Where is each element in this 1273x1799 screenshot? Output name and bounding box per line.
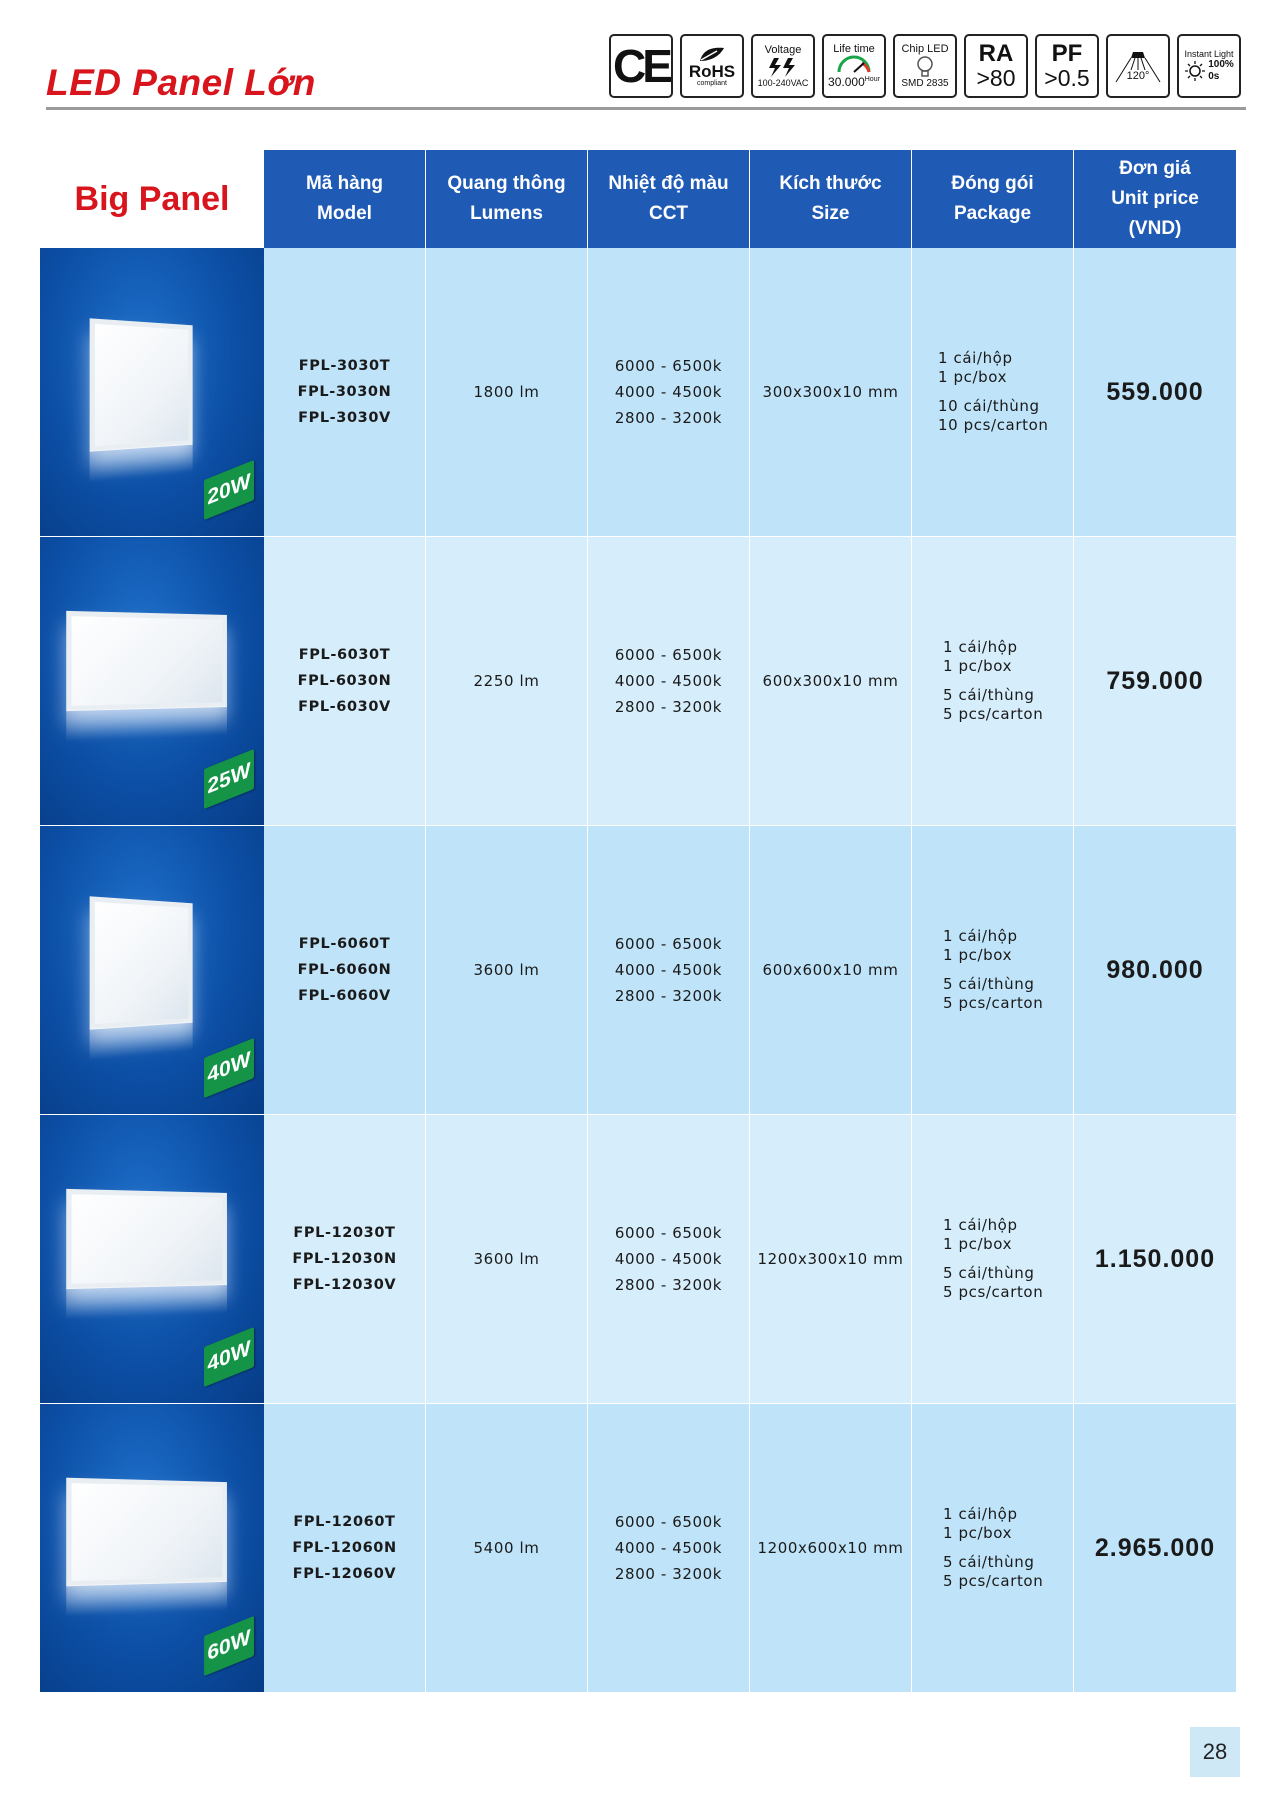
chip-led-badge — [893, 34, 957, 98]
model-code: FPL-3030V — [298, 410, 391, 426]
size-cell — [750, 1115, 912, 1403]
lumens-value: 5400 lm — [473, 1539, 540, 1557]
rohs-badge — [680, 34, 744, 98]
size-cell — [750, 248, 912, 536]
wattage-badge: 25W — [204, 749, 254, 809]
ce-mark: CE — [613, 40, 669, 92]
model-cell — [264, 537, 426, 825]
header-lumens-en: Lumens — [470, 203, 543, 224]
header-size — [750, 150, 912, 248]
led-panel-image — [66, 1189, 227, 1289]
model-code: FPL-6030V — [298, 699, 391, 715]
package-cell — [912, 537, 1074, 825]
package-line: 1 cái/hộp — [943, 927, 1018, 945]
price-cell — [1074, 826, 1236, 1114]
wattage-badge: 60W — [204, 1616, 254, 1676]
header-size-vi: Kích thước — [779, 173, 882, 194]
package-line: 1 cái/hộp — [943, 1505, 1018, 1523]
beam-angle-badge — [1106, 34, 1170, 98]
cct-cell — [588, 537, 750, 825]
cct-value: 4000 - 4500k — [614, 672, 723, 690]
price-value: 980.000 — [1106, 956, 1204, 984]
header-price-en: Unit price — [1111, 188, 1199, 209]
model-code: FPL-6060V — [298, 988, 391, 1004]
header-size-en: Size — [811, 203, 850, 224]
model-cell — [264, 1404, 426, 1692]
bulb-icon — [915, 55, 935, 79]
price-value: 1.150.000 — [1094, 1245, 1216, 1273]
package-cell — [912, 1404, 1074, 1692]
package-line: 1 cái/hộp — [943, 638, 1018, 656]
cct-value: 6000 - 6500k — [614, 646, 723, 664]
model-code: FPL-12030V — [292, 1277, 397, 1293]
cct-value: 2800 - 3200k — [614, 1276, 723, 1294]
size-value: 600x600x10 mm — [762, 961, 899, 979]
led-panel-image — [66, 1478, 227, 1587]
model-cell — [264, 1115, 426, 1403]
header-cct-en: CCT — [648, 203, 689, 224]
product-image — [40, 1115, 264, 1403]
package-line: 1 cái/hộp — [938, 349, 1013, 367]
size-value: 1200x300x10 mm — [757, 1250, 904, 1268]
lifetime-label: Life time — [833, 43, 875, 55]
header-lumens-vi: Quang thông — [447, 173, 566, 194]
beam-angle-value: 120° — [1126, 70, 1150, 82]
size-value: 600x300x10 mm — [762, 672, 899, 690]
wattage-badge: 40W — [204, 1327, 254, 1387]
model-code: FPL-12060N — [292, 1540, 397, 1556]
model-code: FPL-3030T — [298, 358, 391, 374]
package-line: 1 pc/box — [943, 1235, 1013, 1253]
header-lumens — [426, 150, 588, 248]
size-cell — [750, 1404, 912, 1692]
lightning-icon — [766, 56, 800, 78]
lumens-value: 1800 lm — [473, 383, 540, 401]
led-panel-image — [90, 318, 193, 451]
package-cell — [912, 1115, 1074, 1403]
header-package — [912, 150, 1074, 248]
lifetime-unit: Hour — [864, 76, 880, 83]
voltage-badge — [751, 34, 815, 98]
section-title: Big Panel — [74, 179, 230, 218]
price-cell — [1074, 1115, 1236, 1403]
header-package-en: Package — [953, 203, 1032, 224]
page-title: LED Panel Lớn — [46, 62, 316, 103]
lumens-cell — [426, 1115, 588, 1403]
lumens-cell — [426, 248, 588, 536]
ce-badge — [609, 34, 673, 98]
cct-value: 4000 - 4500k — [614, 961, 723, 979]
cct-value: 4000 - 4500k — [614, 383, 723, 401]
cct-value: 2800 - 3200k — [614, 409, 723, 427]
title-divider — [46, 107, 1246, 110]
cct-value: 6000 - 6500k — [614, 1513, 723, 1531]
model-code: FPL-6060N — [297, 962, 392, 978]
price-cell — [1074, 1404, 1236, 1692]
price-value: 759.000 — [1106, 667, 1204, 695]
lumens-value: 2250 lm — [473, 672, 540, 690]
table-header — [264, 150, 1236, 248]
cct-value: 6000 - 6500k — [614, 357, 723, 375]
package-cell — [912, 248, 1074, 536]
header-price — [1074, 150, 1236, 248]
rohs-sub: compliant — [697, 79, 727, 87]
header-price-vi: Đơn giá — [1119, 158, 1191, 179]
led-panel-image — [90, 896, 193, 1029]
table-row — [40, 1115, 1237, 1403]
lifetime-value: 30.000 — [828, 75, 865, 89]
wattage-badge: 40W — [204, 1038, 254, 1098]
page-number: 28 — [1190, 1727, 1240, 1777]
ra-badge — [964, 34, 1028, 98]
instant-label: Instant Light — [1184, 49, 1234, 59]
package-line: 5 cái/thùng — [943, 975, 1035, 993]
price-cell — [1074, 248, 1236, 536]
led-panel-image — [66, 611, 227, 711]
product-image — [40, 248, 264, 536]
price-cell — [1074, 537, 1236, 825]
cct-cell — [588, 248, 750, 536]
cct-value: 2800 - 3200k — [614, 698, 723, 716]
package-line: 5 cái/thùng — [943, 686, 1035, 704]
package-line: 1 pc/box — [943, 946, 1013, 964]
pf-label: PF — [1051, 40, 1083, 67]
lifetime-badge — [822, 34, 886, 98]
cct-value: 4000 - 4500k — [614, 1250, 723, 1268]
light-burst-icon — [1184, 60, 1206, 82]
ra-value: >80 — [976, 65, 1016, 91]
model-code: FPL-6060T — [298, 936, 391, 952]
size-cell — [750, 826, 912, 1114]
header-cct — [588, 150, 750, 248]
package-line: 1 pc/box — [943, 1524, 1013, 1542]
pf-badge — [1035, 34, 1099, 98]
model-code: FPL-6030N — [297, 673, 392, 689]
voltage-label: Voltage — [764, 44, 802, 56]
table-row — [40, 248, 1237, 536]
lumens-cell — [426, 1404, 588, 1692]
product-image — [40, 537, 264, 825]
package-line: 10 pcs/carton — [938, 416, 1049, 434]
cct-value: 2800 - 3200k — [614, 1565, 723, 1583]
package-line: 5 pcs/carton — [943, 705, 1044, 723]
chip-label: Chip LED — [901, 43, 949, 55]
cct-value: 6000 - 6500k — [614, 1224, 723, 1242]
header-cct-vi: Nhiệt độ màu — [608, 173, 729, 194]
lumens-value: 3600 lm — [473, 961, 540, 979]
price-value: 2.965.000 — [1094, 1534, 1216, 1562]
package-line: 5 pcs/carton — [943, 994, 1044, 1012]
model-code: FPL-3030N — [297, 384, 392, 400]
table-row — [40, 826, 1237, 1114]
header-package-vi: Đóng gói — [951, 173, 1034, 194]
model-code: FPL-6030T — [298, 647, 391, 663]
model-cell — [264, 826, 426, 1114]
header-model-vi: Mã hàng — [305, 173, 384, 194]
size-cell — [750, 537, 912, 825]
header-price-unit: (VND) — [1128, 218, 1182, 239]
table-row — [40, 1404, 1237, 1692]
package-line: 1 pc/box — [943, 657, 1013, 675]
product-image — [40, 826, 264, 1114]
rohs-label: RoHS — [688, 61, 736, 81]
product-image — [40, 1404, 264, 1692]
cct-cell — [588, 826, 750, 1114]
pf-value: >0.5 — [1044, 65, 1090, 91]
package-line: 5 cái/thùng — [943, 1553, 1035, 1571]
gauge-icon — [834, 55, 874, 73]
model-code: FPL-12060T — [293, 1514, 396, 1530]
package-line: 5 pcs/carton — [943, 1572, 1044, 1590]
wattage-badge: 20W — [204, 460, 254, 520]
package-cell — [912, 826, 1074, 1114]
certification-badges — [609, 34, 1241, 98]
size-value: 1200x600x10 mm — [757, 1539, 904, 1557]
cct-cell — [588, 1404, 750, 1692]
model-code: FPL-12030N — [292, 1251, 397, 1267]
price-value: 559.000 — [1106, 378, 1204, 406]
ra-label: RA — [978, 40, 1014, 67]
model-cell — [264, 248, 426, 536]
lumens-cell — [426, 826, 588, 1114]
model-code: FPL-12060V — [292, 1566, 397, 1582]
chip-value: SMD 2835 — [901, 78, 949, 89]
model-code: FPL-12030T — [293, 1225, 396, 1241]
voltage-value: 100-240VAC — [757, 78, 809, 88]
cct-value: 2800 - 3200k — [614, 987, 723, 1005]
cct-value: 4000 - 4500k — [614, 1539, 723, 1557]
cct-cell — [588, 1115, 750, 1403]
package-line: 1 cái/hộp — [943, 1216, 1018, 1234]
instant-time: 0s — [1208, 71, 1220, 82]
header-model — [264, 150, 426, 248]
package-line: 5 pcs/carton — [943, 1283, 1044, 1301]
instant-light-badge — [1177, 34, 1241, 98]
cct-value: 6000 - 6500k — [614, 935, 723, 953]
table-row — [40, 537, 1237, 825]
leaf-icon — [697, 45, 727, 63]
header-model-en: Model — [317, 203, 372, 224]
size-value: 300x300x10 mm — [762, 383, 899, 401]
lumens-cell — [426, 537, 588, 825]
package-line: 5 cái/thùng — [943, 1264, 1035, 1282]
lumens-value: 3600 lm — [473, 1250, 540, 1268]
package-line: 1 pc/box — [938, 368, 1008, 386]
package-line: 10 cái/thùng — [938, 397, 1040, 415]
instant-percent: 100% — [1208, 59, 1234, 70]
